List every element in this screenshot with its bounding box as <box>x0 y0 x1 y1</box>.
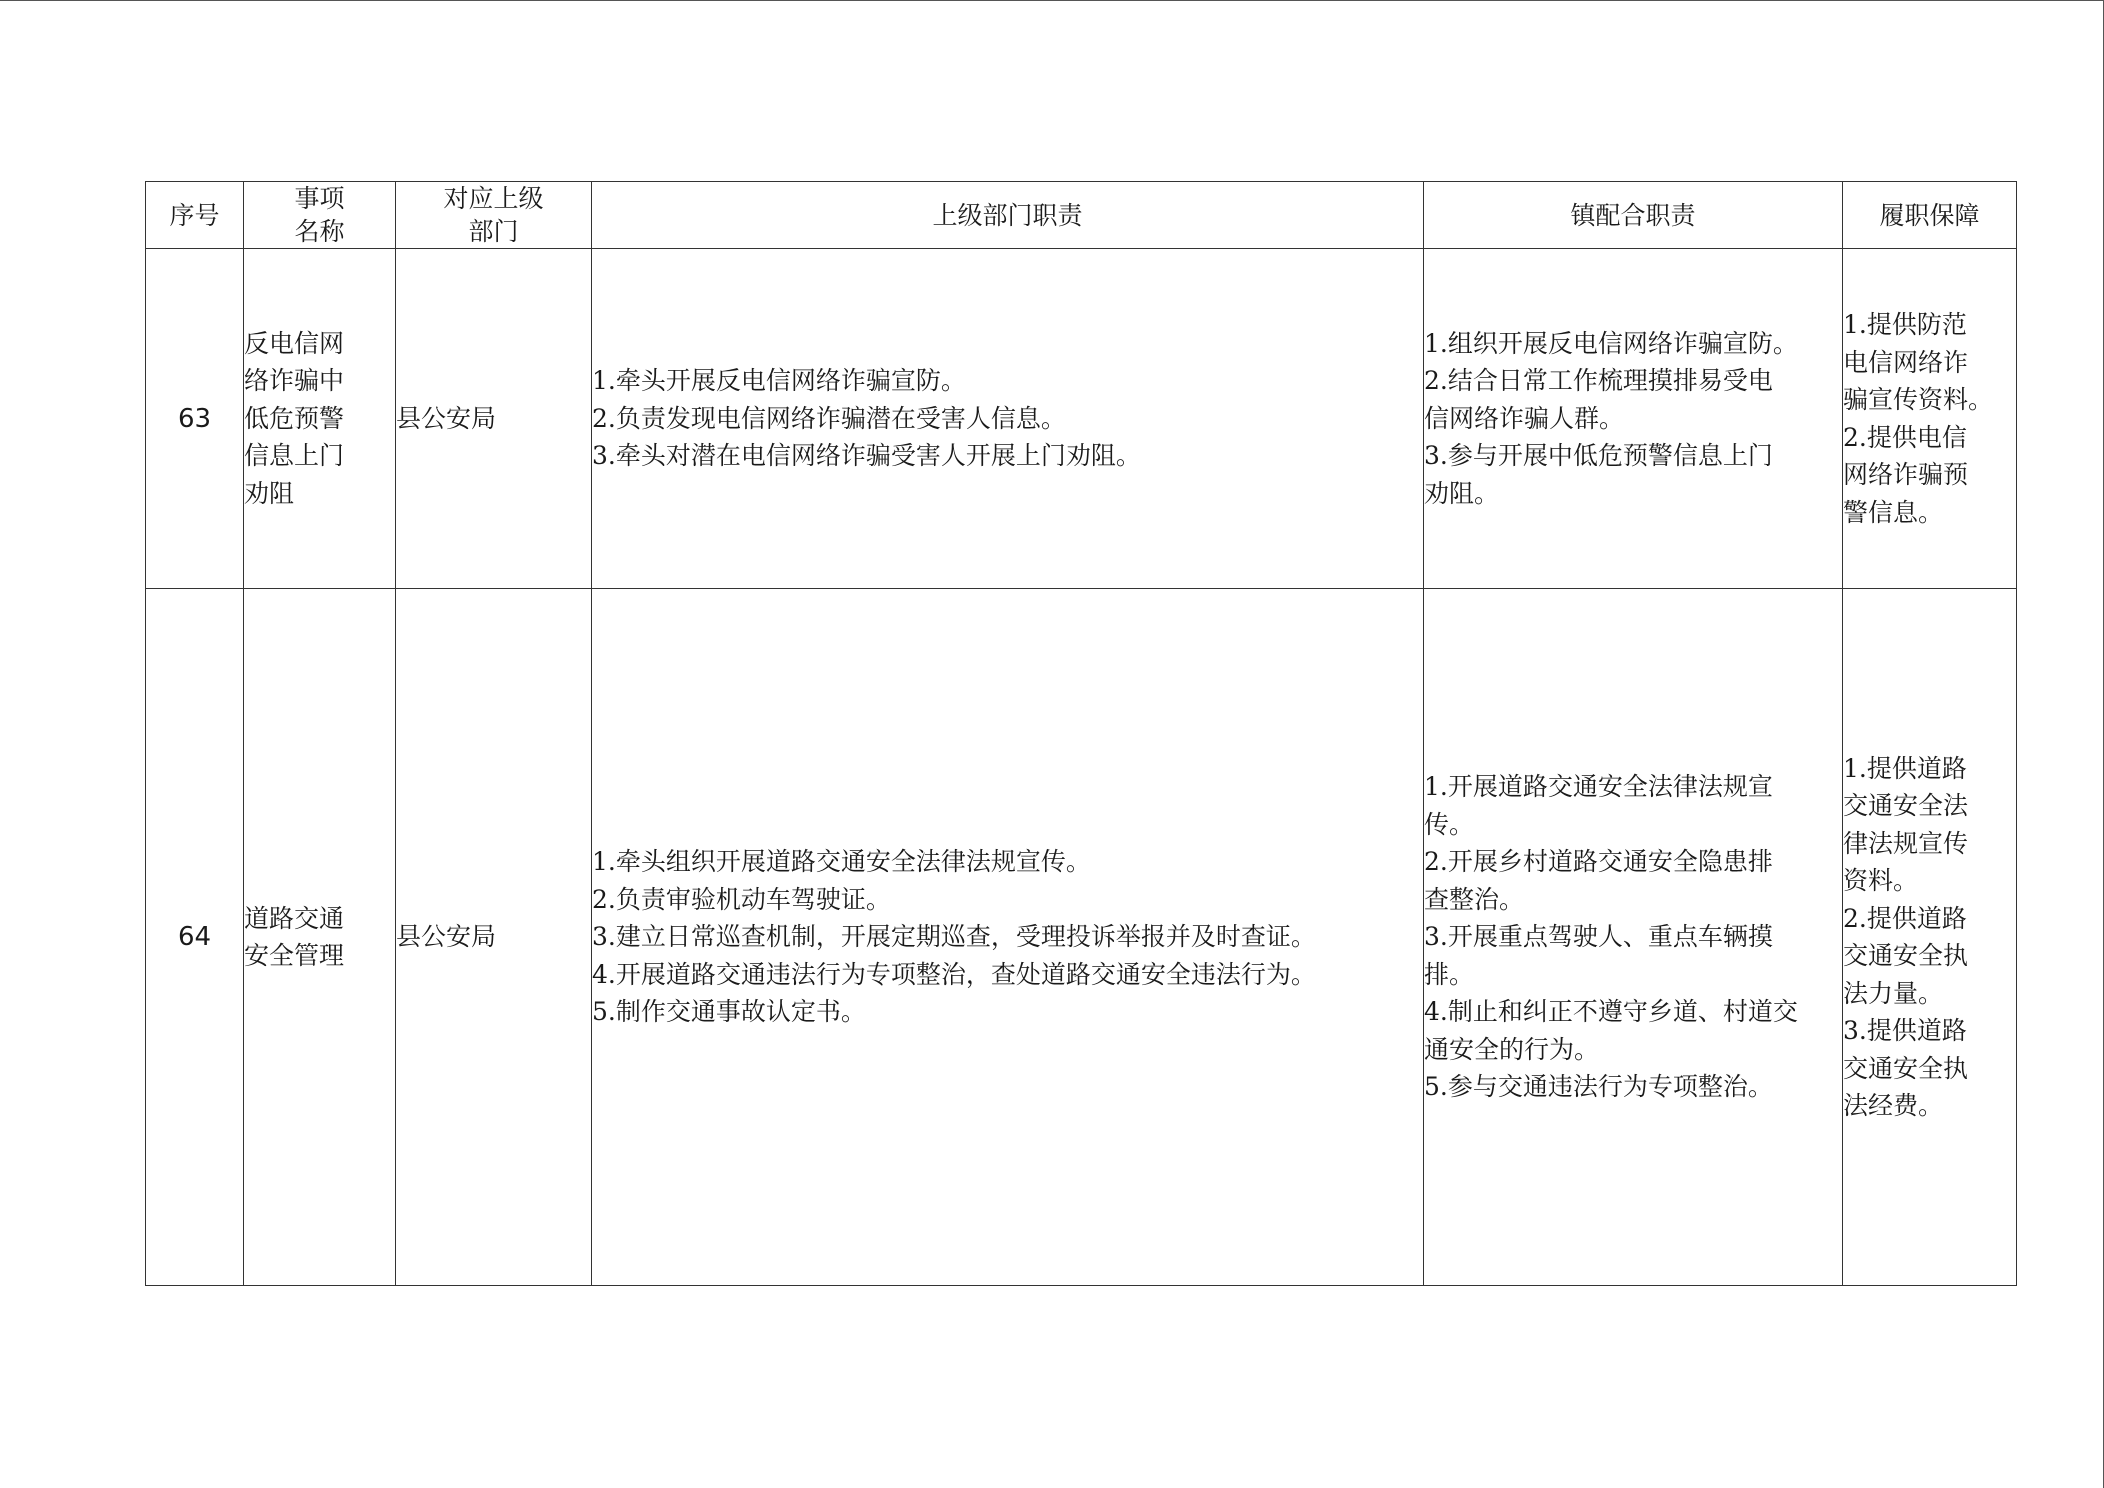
town-duty-line: 2.结合日常工作梳理摸排易受电 <box>1424 366 1773 396</box>
superior-duty-line: 1.牵头开展反电信网络诈骗宣防。 <box>592 366 966 396</box>
header-dept-line: 部门 <box>468 217 519 246</box>
row-town-duty <box>1424 589 1843 1286</box>
superior-duty-line: 1.牵头组织开展道路交通安全法律法规宣传。 <box>592 847 1091 877</box>
town-duty-line: 4.制止和纠正不遵守乡道、村道交 <box>1424 997 1798 1027</box>
guarantee-line: 3.提供道路 <box>1843 1016 1967 1045</box>
row-seq: 63 <box>146 249 244 589</box>
header-dept-line: 对应上级 <box>443 184 544 213</box>
header-item-name-line: 名称 <box>294 217 345 246</box>
row-superior-duty <box>592 249 1424 589</box>
duty-table <box>145 181 2017 1286</box>
guarantee-line: 1.提供道路 <box>1843 753 1967 783</box>
item-name-line: 低危预警 <box>244 403 345 433</box>
guarantee-line: 骗宣传资料。 <box>1843 385 1994 414</box>
item-name-line: 信息上门 <box>244 441 345 471</box>
table-row <box>146 249 2017 589</box>
guarantee-line: 交通安全执 <box>1843 1053 1969 1083</box>
superior-duty-line: 3.建立日常巡查机制，开展定期巡查，受理投诉举报并及时查证。 <box>592 922 1316 952</box>
guarantee-line: 律法规宣传 <box>1843 828 1969 858</box>
item-name-line: 络诈骗中 <box>244 366 345 396</box>
guarantee-line: 1.提供防范 <box>1843 310 1967 339</box>
row-superior-duty <box>592 589 1424 1286</box>
guarantee-line: 法经费。 <box>1843 1091 1944 1120</box>
row-seq: 64 <box>146 589 244 1286</box>
header-seq: 序号 <box>146 182 244 249</box>
guarantee-line: 2.提供电信 <box>1843 422 1967 452</box>
guarantee-line: 电信网络诈 <box>1843 347 1969 377</box>
guarantee-line: 交通安全法 <box>1843 791 1969 820</box>
row-town-duty <box>1424 249 1843 589</box>
header-item-name-line: 事项 <box>294 184 345 213</box>
page-top-edge <box>0 0 2104 1</box>
row-guarantee <box>1843 249 2017 589</box>
town-duty-line: 2.开展乡村道路交通安全隐患排 <box>1424 847 1773 877</box>
town-duty-line: 劝阻。 <box>1424 478 1500 508</box>
guarantee-line: 警信息。 <box>1843 497 1944 527</box>
superior-duty-line: 3.牵头对潜在电信网络诈骗受害人开展上门劝阻。 <box>592 441 1141 471</box>
guarantee-line: 法力量。 <box>1843 978 1944 1008</box>
town-duty-line: 排。 <box>1424 959 1475 989</box>
header-superior-duty: 上级部门职责 <box>592 182 1424 249</box>
header-town-duty: 镇配合职责 <box>1424 182 1843 249</box>
guarantee-line: 交通安全执 <box>1843 941 1969 970</box>
town-duty-line: 5.参与交通违法行为专项整治。 <box>1424 1072 1773 1102</box>
guarantee-line: 资料。 <box>1843 866 1919 895</box>
header-item-name <box>244 182 396 249</box>
item-name-line: 安全管理 <box>244 941 345 970</box>
town-duty-line: 信网络诈骗人群。 <box>1424 403 1625 433</box>
row-dept: 县公安局 <box>396 589 592 1286</box>
header-guarantee: 履职保障 <box>1843 182 2017 249</box>
row-item-name <box>244 249 396 589</box>
header-dept <box>396 182 592 249</box>
item-name-line: 劝阻 <box>244 478 295 508</box>
town-duty-line: 查整治。 <box>1424 884 1525 914</box>
superior-duty-line: 2.负责审验机动车驾驶证。 <box>592 884 891 914</box>
table-header-row <box>146 182 2017 249</box>
town-duty-line: 3.参与开展中低危预警信息上门 <box>1424 441 1773 471</box>
row-guarantee <box>1843 589 2017 1286</box>
item-name-line: 反电信网 <box>244 328 345 358</box>
town-duty-line: 1.开展道路交通安全法律法规宣 <box>1424 772 1773 802</box>
guarantee-line: 网络诈骗预 <box>1843 460 1969 489</box>
superior-duty-line: 5.制作交通事故认定书。 <box>592 997 866 1027</box>
town-duty-line: 1.组织开展反电信网络诈骗宣防。 <box>1424 328 1798 358</box>
row-dept: 县公安局 <box>396 249 592 589</box>
superior-duty-line: 4.开展道路交通违法行为专项整治，查处道路交通安全违法行为。 <box>592 959 1316 989</box>
town-duty-line: 通安全的行为。 <box>1424 1034 1600 1064</box>
item-name-line: 道路交通 <box>244 903 345 933</box>
town-duty-line: 传。 <box>1424 809 1475 839</box>
table-row <box>146 589 2017 1286</box>
town-duty-line: 3.开展重点驾驶人、重点车辆摸 <box>1424 922 1773 952</box>
superior-duty-line: 2.负责发现电信网络诈骗潜在受害人信息。 <box>592 403 1066 433</box>
guarantee-line: 2.提供道路 <box>1843 903 1967 933</box>
row-item-name <box>244 589 396 1286</box>
